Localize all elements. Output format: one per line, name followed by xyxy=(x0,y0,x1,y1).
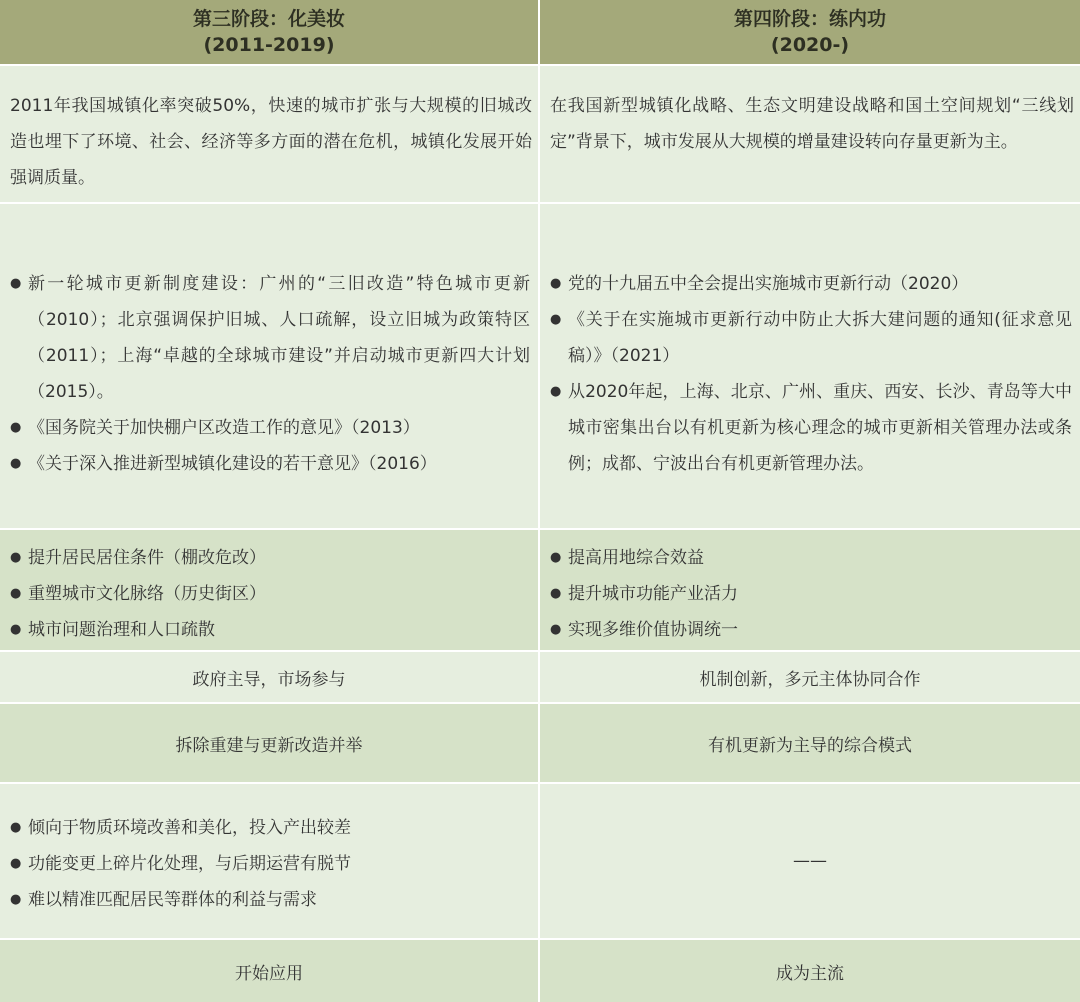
policy-stage4 xyxy=(540,204,1080,528)
bullet-icon: ● xyxy=(550,550,562,565)
goal-text: 实现多维价值协调统一 xyxy=(568,620,738,640)
header-stage4-period: (2020-) xyxy=(770,34,850,56)
goals-stage4 xyxy=(540,530,1080,650)
list-item xyxy=(550,612,1072,648)
header-stage3-title: 第三阶段：化美妆 xyxy=(192,8,345,30)
problem-text: 功能变更上碎片化处理，与后期运营有脱节 xyxy=(28,854,351,874)
bullet-icon: ● xyxy=(550,276,562,291)
background-row xyxy=(0,66,1080,204)
bullet-icon: ● xyxy=(10,586,22,601)
problem-text: 难以精准匹配居民等群体的利益与需求 xyxy=(28,890,317,910)
background-stage3: 2011年我国城镇化率突破50%，快速的城市扩张与大规模的旧城改造也埋下了环境、社会、经济等多方面的潜在危机，城镇化发展开始强调质量。 xyxy=(0,66,540,202)
policy-row xyxy=(0,204,1080,530)
list-item xyxy=(550,576,1072,612)
header-stage4 xyxy=(540,0,1080,64)
problems-row xyxy=(0,784,1080,940)
list-item xyxy=(10,410,530,446)
mechanism-stage3: 政府主导，市场参与 xyxy=(0,652,540,702)
goals-row xyxy=(0,530,1080,652)
problems-stage4: —— xyxy=(793,851,827,871)
bullet-icon: ● xyxy=(550,622,562,637)
goal-text: 提升居民居住条件（棚改危改） xyxy=(28,548,266,568)
list-item xyxy=(10,540,530,576)
list-item xyxy=(550,266,1072,302)
header-stage3-period: (2011-2019) xyxy=(203,34,335,56)
bullet-icon: ● xyxy=(550,384,562,399)
mode-stage3: 拆除重建与更新改造并举 xyxy=(0,704,540,782)
mechanism-stage4: 机制创新，多元主体协同合作 xyxy=(699,669,921,690)
bullet-icon: ● xyxy=(10,550,22,565)
bullet-icon: ● xyxy=(550,312,562,327)
policy-stage3 xyxy=(0,204,540,528)
goal-text: 重塑城市文化脉络（历史街区） xyxy=(28,584,266,604)
goal-text: 提升城市功能产业活力 xyxy=(568,584,738,604)
status-stage4: 成为主流 xyxy=(776,963,844,984)
bullet-icon: ● xyxy=(10,622,22,637)
bullet-icon: ● xyxy=(10,892,22,907)
list-item xyxy=(10,846,530,882)
policy-text: 新一轮城市更新制度建设：广州的“三旧改造”特色城市更新（2010）；北京强调保护旧城、人口疏解，设立旧城为政策特区（2011）；上海“卓越的全球城市建设”并启动城市更新四大计划（2015）。 xyxy=(28,274,530,402)
header-stage3 xyxy=(0,0,540,64)
problems-stage3 xyxy=(0,784,540,938)
goals-stage3 xyxy=(0,530,540,650)
list-item xyxy=(550,302,1072,374)
mode-row xyxy=(0,704,1080,784)
header-stage4-title: 第四阶段：练内功 xyxy=(733,8,886,30)
mode-stage4: 有机更新为主导的综合模式 xyxy=(708,735,912,756)
list-item xyxy=(550,540,1072,576)
mechanism-row xyxy=(0,652,1080,704)
background-stage4: 在我国新型城镇化战略、生态文明建设战略和国土空间规划“三线划定”背景下，城市发展从大规模的增量建设转向存量更新为主。 xyxy=(550,96,1074,152)
policy-text: 《关于在实施城市更新行动中防止大拆大建问题的通知(征求意见稿）》（2021） xyxy=(568,310,1072,366)
goal-text: 城市问题治理和人口疏散 xyxy=(28,620,215,640)
list-item xyxy=(550,374,1072,482)
bullet-icon: ● xyxy=(10,276,22,291)
policy-text: 《国务院关于加快棚户区改造工作的意见》（2013） xyxy=(28,418,420,438)
bullet-icon: ● xyxy=(10,420,22,435)
policy-text: 党的十九届五中全会提出实施城市更新行动（2020） xyxy=(568,274,969,294)
list-item xyxy=(10,882,530,918)
problem-text: 倾向于物质环境改善和美化，投入产出较差 xyxy=(28,818,351,838)
bullet-icon: ● xyxy=(550,586,562,601)
status-stage3: 开始应用 xyxy=(0,940,540,1002)
list-item xyxy=(10,612,530,648)
bullet-icon: ● xyxy=(10,456,22,471)
policy-text: 从2020年起，上海、北京、广州、重庆、西安、长沙、青岛等大中城市密集出台以有机更新为核心理念的城市更新相关管理办法或条例；成都、宁波出台有机更新管理办法。 xyxy=(568,382,1072,474)
goal-text: 提高用地综合效益 xyxy=(568,548,704,568)
list-item xyxy=(10,810,530,846)
status-row xyxy=(0,940,1080,1002)
header-row xyxy=(0,0,1080,66)
list-item xyxy=(10,266,530,410)
list-item xyxy=(10,446,530,482)
list-item xyxy=(10,576,530,612)
policy-text: 《关于深入推进新型城镇化建设的若干意见》（2016） xyxy=(28,454,437,474)
bullet-icon: ● xyxy=(10,856,22,871)
bullet-icon: ● xyxy=(10,820,22,835)
